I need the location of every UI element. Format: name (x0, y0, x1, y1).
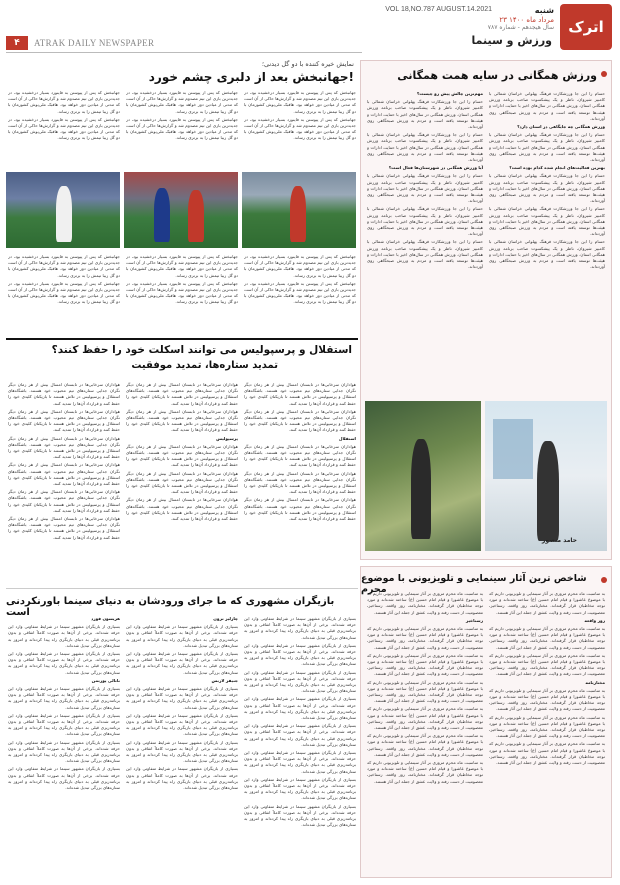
actors-article (6, 596, 358, 878)
actors-body-i: بسیاری از بازیگران مشهور سینما در شرایط متفاوتی وارد این حرفه شده‌اند. برخی از آن‌ها به صورت کاملاً اتفاقی و بدون برنامه‌ریزی قبلی به دنیای بازیگری راه پیدا کرده‌اند و امروز به ستاره‌های بزرگی تبدیل شده‌اند. (126, 624, 238, 648)
persepolis-body-n: هواداران سرخابی‌ها در تابستان امسال بیش از هر زمان دیگر نگران جدایی ستاره‌های تیم محبوب خود هستند. باشگاه‌های استقلال و پرسپولیس در تلاش هستند تا بازیکنان کلیدی خود را حفظ کنند و قرارداد آن‌ها را تمدید کنند. (8, 462, 120, 487)
actors-body-k: بسیاری از بازیگران مشهور سینما در شرایط متفاوتی وارد این حرفه شده‌اند. برخی از آن‌ها به صورت کاملاً اتفاقی و بدون برنامه‌ریزی قبلی به دنیای بازیگری راه پیدا کرده‌اند و امروز به ستاره‌های بزرگی تبدیل شده‌اند. (126, 686, 238, 710)
persepolis-body-d: هواداران سرخابی‌ها در تابستان امسال بیش از هر زمان دیگر نگران جدایی ستاره‌های تیم محبوب خود هستند. باشگاه‌های استقلال و پرسپولیس در تلاش هستند تا بازیکنان کلیدی خود را حفظ کنند و قرارداد آن‌ها را تمدید کنند. (244, 470, 356, 495)
day-label: شنبه (534, 6, 554, 15)
article-title: جهانبخش بعد از دلبری چشم خورد! (148, 70, 354, 84)
article-body-repeat-3: حسام را این جا ورزشکارت فرهنگ پهلوانی خراسان شمالی با کامبیز شیروان، ناظر و یک پیشکسوت صاحب برنامه ورزش همگانی استان. ورزش همگانی در سال‌های اخیر با حمایت ادارات و هیئت‌ها توسعه یافته است و مردم به ورزش صبحگاهی روی آورده‌اند. (489, 206, 605, 237)
title-box (6, 338, 358, 376)
persepolis-body-k: هواداران سرخابی‌ها در تابستان امسال بیش از هر زمان دیگر نگران جدایی ستاره‌های تیم محبوب خود هستند. باشگاه‌های استقلال و پرسپولیس در تلاش هستند تا بازیکنان کلیدی خود را حفظ کنند و قرارداد آن‌ها را تمدید کنند. (8, 382, 120, 406)
question-1: ورزش همگانی چه جایگاهی در استان دارد؟ (517, 124, 605, 130)
actors-body-c: بسیاری از بازیگران مشهور سینما در شرایط متفاوتی وارد این حرفه شده‌اند. برخی از آن‌ها به صورت کاملاً اتفاقی و بدون برنامه‌ریزی قبلی به دنیای بازیگری راه پیدا کرده‌اند و امروز به ستاره‌های بزرگی تبدیل شده‌اند. (244, 669, 356, 694)
football-article (6, 60, 358, 250)
actors-column-1 (244, 616, 356, 876)
article-column-2 (367, 91, 483, 391)
persepolis-body-l: هواداران سرخابی‌ها در تابستان امسال بیش از هر زمان دیگر نگران جدایی ستاره‌های تیم محبوب خود هستند. باشگاه‌های استقلال و پرسپولیس در تلاش هستند تا بازیکنان کلیدی خود را حفظ کنند و قرارداد آن‌ها را تمدید کنند. (8, 408, 120, 433)
football-continuation-3 (244, 254, 356, 334)
muharram-body-l: به مناسبت ماه محرم مروری بر آثار سینمایی و تلویزیونی داریم که با موضوع عاشورا و قیام امام حسین (ع) ساخته شده‌اند و مورد توجه مخاطبان قرار گرفته‌اند. مختارنامه، روز واقعه، رستاخیز، معصومیت از دست رفته و ولایت عشق از جمله این آثار هستند. (367, 733, 483, 757)
muharram-body-c: به مناسبت ماه محرم مروری بر آثار سینمایی و تلویزیونی داریم که با موضوع عاشورا و قیام امام حسین (ع) ساخته شده‌اند و مورد توجه مخاطبان قرار گرفته‌اند. مختارنامه، روز واقعه، رستاخیز، معصومیت از دست رفته و ولایت عشق از جمله این آثار هستند. (489, 652, 605, 677)
heading-1: روز واقعه (584, 617, 605, 623)
muharram-body-g: به مناسبت ماه محرم مروری بر آثار سینمایی و تلویزیونی داریم که با موضوع عاشورا و قیام امام حسین (ع) ساخته شده‌اند و مورد توجه مخاطبان قرار گرفته‌اند. مختارنامه، روز واقعه، رستاخیز، معصومیت از دست رفته و ولایت عشق از جمله این آثار هستند. (367, 591, 483, 615)
actors-body-h: بسیاری از بازیگران مشهور سینما در شرایط متفاوتی وارد این حرفه شده‌اند. برخی از آن‌ها به صورت کاملاً اتفاقی و بدون برنامه‌ریزی قبلی به دنیای بازیگری راه پیدا کرده‌اند و امروز به ستاره‌های بزرگی تبدیل شده‌اند. (244, 803, 356, 828)
persepolis-body-j: هواداران سرخابی‌ها در تابستان امسال بیش از هر زمان دیگر نگران جدایی ستاره‌های تیم محبوب خود هستند. باشگاه‌های استقلال و پرسپولیس در تلاش هستند تا بازیکنان کلیدی خود را حفظ کنند و قرارداد آن‌ها را تمدید کنند. (126, 497, 238, 522)
persepolis-body-f: هواداران سرخابی‌ها در تابستان امسال بیش از هر زمان دیگر نگران جدایی ستاره‌های تیم محبوب خود هستند. باشگاه‌های استقلال و پرسپولیس در تلاش هستند تا بازیکنان کلیدی خود را حفظ کنند و قرارداد آن‌ها را تمدید کنند. (126, 382, 238, 406)
article-title: استقلال و پرسپولیس می توانند اسکلت خود را حفظ کنند؟ (51, 344, 352, 356)
persepolis-column-1 (244, 382, 356, 566)
muharram-body-k: به مناسبت ماه محرم مروری بر آثار سینمایی و تلویزیونی داریم که با موضوع عاشورا و قیام امام حسین (ع) ساخته شده‌اند و مورد توجه مخاطبان قرار گرفته‌اند. مختارنامه، روز واقعه، رستاخیز، معصومیت از دست رفته و ولایت عشق از جمله این آثار هستند. (367, 706, 483, 731)
article-body-col2-c: حسام را این جا ورزشکارت فرهنگ پهلوانی خراسان شمالی با کامبیز شیروان، ناظر و یک پیشکسوت صاحب برنامه ورزش همگانی استان. ورزش همگانی در سال‌های اخیر با حمایت ادارات و هیئت‌ها توسعه یافته است و مردم به ورزش صبحگاهی روی آورده‌اند. (367, 173, 483, 204)
page-number: ۴ (6, 36, 28, 50)
persepolis-column-2 (126, 382, 238, 566)
player-figure (56, 186, 72, 242)
football-body-b: جهانبخش که پس از پیوستن به فاینورد بسیار درخشیده بود، در جدیدترین بازی این تیم مصدوم شد و گزارش‌ها حاکی از آن است که مدتی از میادین دور خواهد بود. هافبک ملی‌پوش کشورمان با دو گل زیبا تیمش را به برتری رساند. (244, 116, 356, 141)
actors-body-q: بسیاری از بازیگران مشهور سینما در شرایط متفاوتی وارد این حرفه شده‌اند. برخی از آن‌ها به صورت کاملاً اتفاقی و بدون برنامه‌ریزی قبلی به دنیای بازیگری راه پیدا کرده‌اند و امروز به ستاره‌های بزرگی تبدیل شده‌اند. (8, 686, 120, 710)
question-4: آیا ورزش همگانی در شهرستان‌ها فعال است؟ (388, 165, 483, 171)
bullet-icon (601, 71, 607, 77)
bullet-icon (601, 577, 607, 583)
section-title: ورزش و سینما (471, 34, 552, 47)
persepolis-body-h: هواداران سرخابی‌ها در تابستان امسال بیش از هر زمان دیگر نگران جدایی ستاره‌های تیم محبوب خود هستند. باشگاه‌های استقلال و پرسپولیس در تلاش هستند تا بازیکنان کلیدی خود را حفظ کنند و قرارداد آن‌ها را تمدید کنند. (126, 443, 238, 468)
actors-column-3 (8, 616, 120, 876)
article-body-col2: حسام را این جا ورزشکارت فرهنگ پهلوانی خراسان شمالی با کامبیز شیروان، ناظر و یک پیشکسوت صاحب برنامه ورزش همگانی استان. ورزش همگانی در سال‌های اخیر با حمایت ادارات و هیئت‌ها توسعه یافته است و مردم به ورزش صبحگاهی روی آورده‌اند. (367, 99, 483, 130)
persepolis-body-b: هواداران سرخابی‌ها در تابستان امسال بیش از هر زمان دیگر نگران جدایی ستاره‌های تیم محبوب خود هستند. باشگاه‌های استقلال و پرسپولیس در تلاش هستند تا بازیکنان کلیدی خود را حفظ کنند و قرارداد آن‌ها را تمدید کنند. (244, 408, 356, 433)
player-figure (188, 190, 204, 242)
player-figure (290, 186, 306, 242)
muharram-column-2 (367, 591, 483, 873)
heading-2: مختارنامه (585, 679, 605, 685)
persepolis-body-g: هواداران سرخابی‌ها در تابستان امسال بیش از هر زمان دیگر نگران جدایی ستاره‌های تیم محبوب خود هستند. باشگاه‌های استقلال و پرسپولیس در تلاش هستند تا بازیکنان کلیدی خود را حفظ کنند و قرارداد آن‌ها را تمدید کنند. (126, 408, 238, 433)
heading-1: چارلیز ترون (213, 616, 238, 621)
football-column-1 (244, 90, 356, 170)
article-column-1 (489, 91, 605, 391)
actors-body-g: بسیاری از بازیگران مشهور سینما در شرایط متفاوتی وارد این حرفه شده‌اند. برخی از آن‌ها به صورت کاملاً اتفاقی و بدون برنامه‌ریزی قبلی به دنیای بازیگری راه پیدا کرده‌اند و امروز به ستاره‌های بزرگی تبدیل شده‌اند. (244, 776, 356, 801)
article-body-col2-d: حسام را این جا ورزشکارت فرهنگ پهلوانی خراسان شمالی با کامبیز شیروان، ناظر و یک پیشکسوت صاحب برنامه ورزش همگانی استان. ورزش همگانی در سال‌های اخیر با حمایت ادارات و هیئت‌ها توسعه یافته است و مردم به ورزش صبحگاهی روی آورده‌اند. (367, 206, 483, 237)
muharram-body-j: به مناسبت ماه محرم مروری بر آثار سینمایی و تلویزیونی داریم که با موضوع عاشورا و قیام امام حسین (ع) ساخته شده‌اند و مورد توجه مخاطبان قرار گرفته‌اند. مختارنامه، روز واقعه، رستاخیز، معصومیت از دست رفته و ولایت عشق از جمله این آثار هستند. (367, 679, 483, 704)
player-figure (154, 188, 170, 242)
football-continuation-1 (8, 254, 120, 334)
football-body-g: جهانبخش که پس از پیوستن به فاینورد بسیار درخشیده بود، در جدیدترین بازی این تیم مصدوم شد و گزارش‌ها حاکی از آن است که مدتی از میادین دور خواهد بود. هافبک ملی‌پوش کشورمان با دو گل زیبا تیمش را به برتری رساند. (8, 254, 120, 278)
football-body-f: جهانبخش که پس از پیوستن به فاینورد بسیار درخشیده بود، در جدیدترین بازی این تیم مصدوم شد و گزارش‌ها حاکی از آن است که مدتی از میادین دور خواهد بود. هافبک ملی‌پوش کشورمان با دو گل زیبا تیمش را به برتری رساند. (8, 116, 120, 141)
persepolis-body-c: هواداران سرخابی‌ها در تابستان امسال بیش از هر زمان دیگر نگران جدایی ستاره‌های تیم محبوب خود هستند. باشگاه‌های استقلال و پرسپولیس در تلاش هستند تا بازیکنان کلیدی خود را حفظ کنند و قرارداد آن‌ها را تمدید کنند. (244, 443, 356, 468)
section-divider (6, 588, 358, 589)
football-body-c: جهانبخش که پس از پیوستن به فاینورد بسیار درخشیده بود، در جدیدترین بازی این تیم مصدوم شد و گزارش‌ها حاکی از آن است که مدتی از میادین دور خواهد بود. هافبک ملی‌پوش کشورمان با دو گل زیبا تیمش را به برتری رساند. (126, 90, 238, 114)
match-photo-1 (242, 172, 356, 248)
heading-3: هریسون فورد (91, 616, 120, 621)
muharram-body-m: به مناسبت ماه محرم مروری بر آثار سینمایی و تلویزیونی داریم که با موضوع عاشورا و قیام امام حسین (ع) ساخته شده‌اند و مورد توجه مخاطبان قرار گرفته‌اند. مختارنامه، روز واقعه، رستاخیز، معصومیت از دست رفته و ولایت عشق از جمله این آثار هستند. (367, 760, 483, 784)
actors-body-j: بسیاری از بازیگران مشهور سینما در شرایط متفاوتی وارد این حرفه شده‌اند. برخی از آن‌ها به صورت کاملاً اتفاقی و بدون برنامه‌ریزی قبلی به دنیای بازیگری راه پیدا کرده‌اند و امروز به ستاره‌های بزرگی تبدیل شده‌اند. (126, 651, 238, 675)
heading-2: پرسپولیس (216, 435, 238, 441)
muharram-column-1 (489, 591, 605, 873)
left-header-bar (6, 36, 362, 50)
masthead (362, 4, 612, 52)
volume-line: VOL 18,NO.787 AUGUST.14.2021 (385, 6, 492, 13)
article-body-col2-e: حسام را این جا ورزشکارت فرهنگ پهلوانی خراسان شمالی با کامبیز شیروان، ناظر و یک پیشکسوت صاحب برنامه ورزش همگانی استان. ورزش همگانی در سال‌های اخیر با حمایت ادارات و هیئت‌ها توسعه یافته است و مردم به ورزش صبحگاهی روی آورده‌اند. (367, 239, 483, 270)
banner-sign (493, 419, 533, 479)
muharram-body-i: به مناسبت ماه محرم مروری بر آثار سینمایی و تلویزیونی داریم که با موضوع عاشورا و قیام امام حسین (ع) ساخته شده‌اند و مورد توجه مخاطبان قرار گرفته‌اند. مختارنامه، روز واقعه، رستاخیز، معصومیت از دست رفته و ولایت عشق از جمله این آثار هستند. (367, 652, 483, 677)
actors-column-2 (126, 616, 238, 876)
banner-photo (485, 401, 607, 551)
issue-line: سال هیجدهم - شماره ۷۸۷ (487, 24, 554, 31)
header-divider (6, 52, 362, 53)
match-photo-2 (124, 172, 238, 248)
actors-body-n: بسیاری از بازیگران مشهور سینما در شرایط متفاوتی وارد این حرفه شده‌اند. برخی از آن‌ها به صورت کاملاً اتفاقی و بدون برنامه‌ریزی قبلی به دنیای بازیگری راه پیدا کرده‌اند و امروز به ستاره‌های بزرگی تبدیل شده‌اند. (126, 766, 238, 791)
article-body-repeat-2: حسام را این جا ورزشکارت فرهنگ پهلوانی خراسان شمالی با کامبیز شیروان، ناظر و یک پیشکسوت صاحب برنامه ورزش همگانی استان. ورزش همگانی در سال‌های اخیر با حمایت ادارات و هیئت‌ها توسعه یافته است و مردم به ورزش صبحگاهی روی آورده‌اند. (489, 173, 605, 204)
article-subtitle: تمدید ستاره‌ها، تمدید موفقیت (131, 360, 278, 371)
article-kicker: نمایش خیره کننده با دو گل دیدنی؛ (261, 60, 354, 68)
person-figure (537, 441, 559, 541)
muharram-body-e: به مناسبت ماه محرم مروری بر آثار سینمایی و تلویزیونی داریم که با موضوع عاشورا و قیام امام حسین (ع) ساخته شده‌اند و مورد توجه مخاطبان قرار گرفته‌اند. مختارنامه، روز واقعه، رستاخیز، معصومیت از دست رفته و ولایت عشق از جمله این آثار هستند. (489, 714, 605, 739)
actors-body-o: بسیاری از بازیگران مشهور سینما در شرایط متفاوتی وارد این حرفه شده‌اند. برخی از آن‌ها به صورت کاملاً اتفاقی و بدون برنامه‌ریزی قبلی به دنیای بازیگری راه پیدا کرده‌اند و امروز به ستاره‌های بزرگی تبدیل شده‌اند. (8, 624, 120, 648)
article-body-repeat-4: حسام را این جا ورزشکارت فرهنگ پهلوانی خراسان شمالی با کامبیز شیروان، ناظر و یک پیشکسوت صاحب برنامه ورزش همگانی استان. ورزش همگانی در سال‌های اخیر با حمایت ادارات و هیئت‌ها توسعه یافته است و مردم به ورزش صبحگاهی روی آورده‌اند. (489, 239, 605, 270)
football-body-d: جهانبخش که پس از پیوستن به فاینورد بسیار درخشیده بود، در جدیدترین بازی این تیم مصدوم شد و گزارش‌ها حاکی از آن است که مدتی از میادین دور خواهد بود. هافبک ملی‌پوش کشورمان با دو گل زیبا تیمش را به برتری رساند. (126, 116, 238, 141)
date-persian: ۲۳ مرداد ماه ۱۴۰۰ (499, 16, 554, 24)
paper-name: ATRAK DAILY NEWSPAPER (34, 38, 155, 48)
actors-body-p: بسیاری از بازیگران مشهور سینما در شرایط متفاوتی وارد این حرفه شده‌اند. برخی از آن‌ها به صورت کاملاً اتفاقی و بدون برنامه‌ریزی قبلی به دنیای بازیگری راه پیدا کرده‌اند و امروز به ستاره‌های بزرگی تبدیل شده‌اند. (8, 651, 120, 675)
actors-body-l: بسیاری از بازیگران مشهور سینما در شرایط متفاوتی وارد این حرفه شده‌اند. برخی از آن‌ها به صورت کاملاً اتفاقی و بدون برنامه‌ریزی قبلی به دنیای بازیگری راه پیدا کرده‌اند و امروز به ستاره‌های بزرگی تبدیل شده‌اند. (126, 712, 238, 737)
actors-body-r: بسیاری از بازیگران مشهور سینما در شرایط متفاوتی وارد این حرفه شده‌اند. برخی از آن‌ها به صورت کاملاً اتفاقی و بدون برنامه‌ریزی قبلی به دنیای بازیگری راه پیدا کرده‌اند و امروز به ستاره‌های بزرگی تبدیل شده‌اند. (8, 712, 120, 737)
actors-body-f: بسیاری از بازیگران مشهور سینما در شرایط متفاوتی وارد این حرفه شده‌اند. برخی از آن‌ها به صورت کاملاً اتفاقی و بدون برنامه‌ریزی قبلی به دنیای بازیگری راه پیدا کرده‌اند و امروز به ستاره‌های بزرگی تبدیل شده‌اند. (244, 750, 356, 774)
article-title: شاخص ترین آثار سینمایی و تلویزیونی با موضوع محرم (361, 573, 587, 595)
football-column-3 (8, 90, 120, 170)
actors-body-t: بسیاری از بازیگران مشهور سینما در شرایط متفاوتی وارد این حرفه شده‌اند. برخی از آن‌ها به صورت کاملاً اتفاقی و بدون برنامه‌ریزی قبلی به دنیای بازیگری راه پیدا کرده‌اند و امروز به ستاره‌های بزرگی تبدیل شده‌اند. (8, 766, 120, 791)
football-continuation-2 (126, 254, 238, 334)
sports-article-box (360, 60, 612, 560)
persepolis-body: هواداران سرخابی‌ها در تابستان امسال بیش از هر زمان دیگر نگران جدایی ستاره‌های تیم محبوب خود هستند. باشگاه‌های استقلال و پرسپولیس در تلاش هستند تا بازیکنان کلیدی خود را حفظ کنند و قرارداد آن‌ها را تمدید کنند. (244, 382, 356, 406)
muharram-body: به مناسبت ماه محرم مروری بر آثار سینمایی و تلویزیونی داریم که با موضوع عاشورا و قیام امام حسین (ع) ساخته شده‌اند و مورد توجه مخاطبان قرار گرفته‌اند. مختارنامه، روز واقعه، رستاخیز، معصومیت از دست رفته و ولایت عشق از جمله این آثار هستند. (489, 591, 605, 615)
article-title: ورزش همگانی در سایه همت همگانی (397, 69, 597, 82)
muharram-body-d: به مناسبت ماه محرم مروری بر آثار سینمایی و تلویزیونی داریم که با موضوع عاشورا و قیام امام حسین (ع) ساخته شده‌اند و مورد توجه مخاطبان قرار گرفته‌اند. مختارنامه، روز واقعه، رستاخیز، معصومیت از دست رفته و ولایت عشق از جمله این آثار هستند. (489, 687, 605, 712)
persepolis-body-e: هواداران سرخابی‌ها در تابستان امسال بیش از هر زمان دیگر نگران جدایی ستاره‌های تیم محبوب خود هستند. باشگاه‌های استقلال و پرسپولیس در تلاش هستند تا بازیکنان کلیدی خود را حفظ کنند و قرارداد آن‌ها را تمدید کنند. (244, 497, 356, 522)
football-body-j: جهانبخش که پس از پیوستن به فاینورد بسیار درخشیده بود، در جدیدترین بازی این تیم مصدوم شد و گزارش‌ها حاکی از آن است که مدتی از میادین دور خواهد بود. هافبک ملی‌پوش کشورمان با دو گل زیبا تیمش را به برتری رساند. (126, 280, 238, 305)
person-figure-2 (411, 439, 431, 539)
football-body-k: جهانبخش که پس از پیوستن به فاینورد بسیار درخشیده بود، در جدیدترین بازی این تیم مصدوم شد و گزارش‌ها حاکی از آن است که مدتی از میادین دور خواهد بود. هافبک ملی‌پوش کشورمان با دو گل زیبا تیمش را به برتری رساند. (244, 254, 356, 278)
persepolis-body-m: هواداران سرخابی‌ها در تابستان امسال بیش از هر زمان دیگر نگران جدایی ستاره‌های تیم محبوب خود هستند. باشگاه‌های استقلال و پرسپولیس در تلاش هستند تا بازیکنان کلیدی خود را حفظ کنند و قرارداد آن‌ها را تمدید کنند. (8, 435, 120, 460)
question-2: بهترین فعالیت‌های انجام شده کدام بوده است؟ (509, 165, 605, 171)
football-body-l: جهانبخش که پس از پیوستن به فاینورد بسیار درخشیده بود، در جدیدترین بازی این تیم مصدوم شد و گزارش‌ها حاکی از آن است که مدتی از میادین دور خواهد بود. هافبک ملی‌پوش کشورمان با دو گل زیبا تیمش را به برتری رساند. (244, 280, 356, 305)
football-column-2 (126, 90, 238, 170)
actors-body-m: بسیاری از بازیگران مشهور سینما در شرایط متفاوتی وارد این حرفه شده‌اند. برخی از آن‌ها به صورت کاملاً اتفاقی و بدون برنامه‌ریزی قبلی به دنیای بازیگری راه پیدا کرده‌اند و امروز به ستاره‌های بزرگی تبدیل شده‌اند. (126, 739, 238, 764)
muharram-body-h: به مناسبت ماه محرم مروری بر آثار سینمایی و تلویزیونی داریم که با موضوع عاشورا و قیام امام حسین (ع) ساخته شده‌اند و مورد توجه مخاطبان قرار گرفته‌اند. مختارنامه، روز واقعه، رستاخیز، معصومیت از دست رفته و ولایت عشق از جمله این آثار هستند. (367, 626, 483, 650)
heading-4: ناتالی پورتمن (91, 677, 120, 683)
match-photo-3 (6, 172, 120, 248)
persepolis-column-3 (8, 382, 120, 566)
atrak-logo: اترک (560, 4, 612, 50)
forest-photo (365, 401, 481, 551)
article-title: بازیگران مشهوری که ما جرای ورودشان به دنیای سینما باورنکردنی است (6, 596, 335, 618)
football-body-e: جهانبخش که پس از پیوستن به فاینورد بسیار درخشیده بود، در جدیدترین بازی این تیم مصدوم شد و گزارش‌ها حاکی از آن است که مدتی از میادین دور خواهد بود. هافبک ملی‌پوش کشورمان با دو گل زیبا تیمش را به برتری رساند. (8, 90, 120, 114)
football-body-h: جهانبخش که پس از پیوستن به فاینورد بسیار درخشیده بود، در جدیدترین بازی این تیم مصدوم شد و گزارش‌ها حاکی از آن است که مدتی از میادین دور خواهد بود. هافبک ملی‌پوش کشورمان با دو گل زیبا تیمش را به برتری رساند. (8, 280, 120, 305)
photo-caption: حامد منصور (541, 537, 577, 544)
actors-body: بسیاری از بازیگران مشهور سینما در شرایط متفاوتی وارد این حرفه شده‌اند. برخی از آن‌ها به صورت کاملاً اتفاقی و بدون برنامه‌ریزی قبلی به دنیای بازیگری راه پیدا کرده‌اند و امروز به ستاره‌های بزرگی تبدیل شده‌اند. (244, 616, 356, 640)
actors-body-d: بسیاری از بازیگران مشهور سینما در شرایط متفاوتی وارد این حرفه شده‌اند. برخی از آن‌ها به صورت کاملاً اتفاقی و بدون برنامه‌ریزی قبلی به دنیای بازیگری راه پیدا کرده‌اند و امروز به ستاره‌های بزرگی تبدیل شده‌اند. (244, 696, 356, 721)
muharram-body-b: به مناسبت ماه محرم مروری بر آثار سینمایی و تلویزیونی داریم که با موضوع عاشورا و قیام امام حسین (ع) ساخته شده‌اند و مورد توجه مخاطبان قرار گرفته‌اند. مختارنامه، روز واقعه، رستاخیز، معصومیت از دست رفته و ولایت عشق از جمله این آثار هستند. (489, 626, 605, 650)
question-3: مهم‌ترین چالش پیش رو چیست؟ (416, 91, 483, 96)
persepolis-body-i: هواداران سرخابی‌ها در تابستان امسال بیش از هر زمان دیگر نگران جدایی ستاره‌های تیم محبوب خود هستند. باشگاه‌های استقلال و پرسپولیس در تلاش هستند تا بازیکنان کلیدی خود را حفظ کنند و قرارداد آن‌ها را تمدید کنند. (126, 470, 238, 495)
football-body: جهانبخش که پس از پیوستن به فاینورد بسیار درخشیده بود، در جدیدترین بازی این تیم مصدوم شد و گزارش‌ها حاکی از آن است که مدتی از میادین دور خواهد بود. هافبک ملی‌پوش کشورمان با دو گل زیبا تیمش را به برتری رساند. (244, 90, 356, 114)
article-body-col2-b: حسام را این جا ورزشکارت فرهنگ پهلوانی خراسان شمالی با کامبیز شیروان، ناظر و یک پیشکسوت صاحب برنامه ورزش همگانی استان. ورزش همگانی در سال‌های اخیر با حمایت ادارات و هیئت‌ها توسعه یافته است و مردم به ورزش صبحگاهی روی آورده‌اند. (367, 132, 483, 163)
cinema-muharram-box (360, 566, 612, 878)
actors-body-e: بسیاری از بازیگران مشهور سینما در شرایط متفاوتی وارد این حرفه شده‌اند. برخی از آن‌ها به صورت کاملاً اتفاقی و بدون برنامه‌ریزی قبلی به دنیای بازیگری راه پیدا کرده‌اند و امروز به ستاره‌های بزرگی تبدیل شده‌اند. (244, 723, 356, 747)
heading-1: استقلال (338, 435, 356, 441)
persepolis-body-o: هواداران سرخابی‌ها در تابستان امسال بیش از هر زمان دیگر نگران جدایی ستاره‌های تیم محبوب خود هستند. باشگاه‌های استقلال و پرسپولیس در تلاش هستند تا بازیکنان کلیدی خود را حفظ کنند و قرارداد آن‌ها را تمدید کنند. (8, 489, 120, 513)
article-body-repeat: حسام را این جا ورزشکارت فرهنگ پهلوانی خراسان شمالی با کامبیز شیروان، ناظر و یک پیشکسوت صاحب برنامه ورزش همگانی استان. ورزش همگانی در سال‌های اخیر با حمایت ادارات و هیئت‌ها توسعه یافته است و مردم به ورزش صبحگاهی روی آورده‌اند. (489, 132, 605, 163)
page-header (0, 0, 620, 52)
article-body: حسام را این جا ورزشکارت فرهنگ پهلوانی خراسان شمالی با کامبیز شیروان، ناظر و یک پیشکسوت صاحب برنامه ورزش همگانی استان. ورزش همگانی در سال‌های اخیر با حمایت ادارات و هیئت‌ها توسعه یافته است و مردم به ورزش صبحگاهی روی آورده‌اند. (489, 91, 605, 121)
persepolis-article (6, 338, 358, 568)
heading-2: جنیفر لارنس (211, 677, 238, 683)
persepolis-body-p: هواداران سرخابی‌ها در تابستان امسال بیش از هر زمان دیگر نگران جدایی ستاره‌های تیم محبوب خود هستند. باشگاه‌های استقلال و پرسپولیس در تلاش هستند تا بازیکنان کلیدی خود را حفظ کنند و قرارداد آن‌ها را تمدید کنند. (8, 516, 120, 540)
football-body-i: جهانبخش که پس از پیوستن به فاینورد بسیار درخشیده بود، در جدیدترین بازی این تیم مصدوم شد و گزارش‌ها حاکی از آن است که مدتی از میادین دور خواهد بود. هافبک ملی‌پوش کشورمان با دو گل زیبا تیمش را به برتری رساند. (126, 254, 238, 278)
heading-3: رستاخیز (465, 617, 483, 623)
actors-body-b: بسیاری از بازیگران مشهور سینما در شرایط متفاوتی وارد این حرفه شده‌اند. برخی از آن‌ها به صورت کاملاً اتفاقی و بدون برنامه‌ریزی قبلی به دنیای بازیگری راه پیدا کرده‌اند و امروز به ستاره‌های بزرگی تبدیل شده‌اند. (244, 642, 356, 667)
actors-body-s: بسیاری از بازیگران مشهور سینما در شرایط متفاوتی وارد این حرفه شده‌اند. برخی از آن‌ها به صورت کاملاً اتفاقی و بدون برنامه‌ریزی قبلی به دنیای بازیگری راه پیدا کرده‌اند و امروز به ستاره‌های بزرگی تبدیل شده‌اند. (8, 739, 120, 764)
muharram-body-f: به مناسبت ماه محرم مروری بر آثار سینمایی و تلویزیونی داریم که با موضوع عاشورا و قیام امام حسین (ع) ساخته شده‌اند و مورد توجه مخاطبان قرار گرفته‌اند. مختارنامه، روز واقعه، رستاخیز، معصومیت از دست رفته و ولایت عشق از جمله این آثار هستند. (489, 741, 605, 766)
